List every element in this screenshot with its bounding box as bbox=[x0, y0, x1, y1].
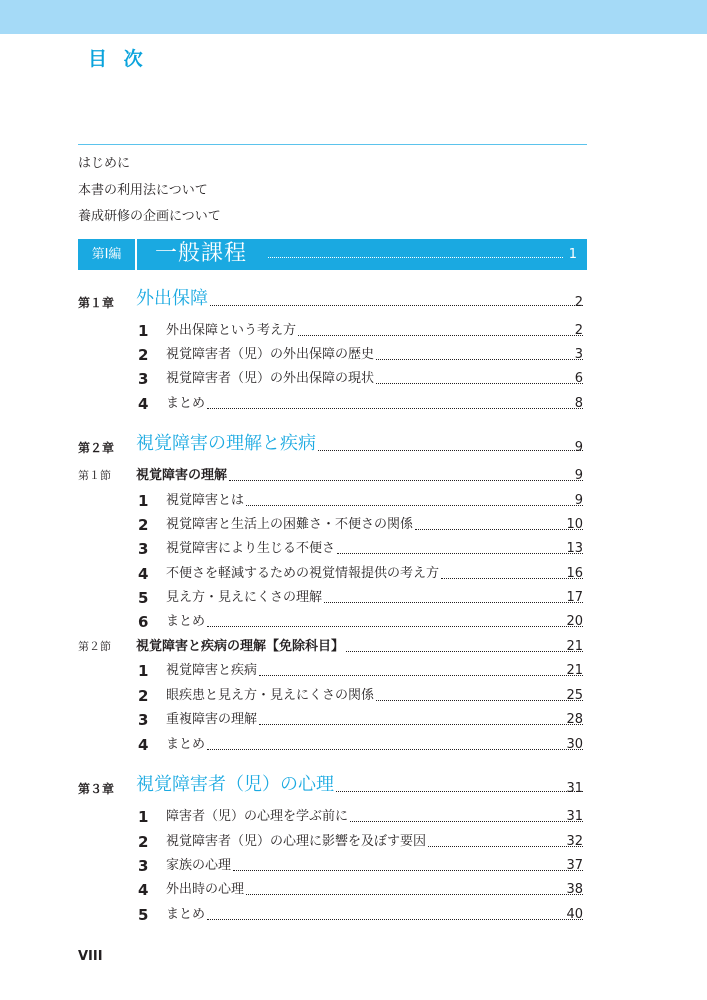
part-title: 一般課程 bbox=[155, 241, 248, 266]
leader-dots bbox=[428, 846, 583, 847]
item-number: 1 bbox=[138, 808, 149, 826]
leader-dots bbox=[207, 626, 583, 627]
item-number: 3 bbox=[138, 370, 149, 388]
leader-dots bbox=[337, 553, 583, 554]
toc-chapter-3[interactable]: 第３章 視覚障害者（児）の心理 31 bbox=[0, 777, 707, 801]
item-number: 4 bbox=[138, 395, 149, 413]
item-title: 視覚障害と疾病 bbox=[166, 663, 258, 678]
item-title: 家族の心理 bbox=[166, 858, 232, 873]
toc-item[interactable]: 4 まとめ 30 bbox=[138, 736, 583, 754]
item-number: 2 bbox=[138, 833, 149, 851]
toc-item[interactable]: 2 視覚障害者（児）の心理に影響を及ぼす要因 32 bbox=[138, 833, 583, 851]
leader-dots bbox=[336, 791, 583, 792]
toc-item[interactable]: 3 視覚障害者（児）の外出保障の現状 6 bbox=[138, 370, 583, 388]
toc-section-1[interactable]: 第１節 視覚障害の理解 9 bbox=[0, 466, 707, 486]
part-page: 1 bbox=[568, 247, 577, 262]
item-number: 4 bbox=[138, 736, 149, 754]
chapter-title: 視覚障害の理解と疾病 bbox=[136, 433, 316, 454]
toc-title: 目 次 bbox=[88, 48, 148, 70]
top-color-band bbox=[0, 0, 707, 34]
front-matter-planning[interactable]: 養成研修の企画について bbox=[78, 209, 221, 224]
toc-item[interactable]: 1 外出保障という考え方 2 bbox=[138, 322, 583, 340]
leader-dots bbox=[441, 578, 583, 579]
chapter-label: 第２章 bbox=[78, 441, 115, 455]
item-number: 1 bbox=[138, 492, 149, 510]
toc-item[interactable]: 6 まとめ 20 bbox=[138, 613, 583, 631]
toc-item[interactable]: 3 視覚障害により生じる不便さ 13 bbox=[138, 540, 583, 558]
toc-chapter-1[interactable]: 第１章 外出保障 2 bbox=[0, 291, 707, 315]
toc-item[interactable]: 3 重複障害の理解 28 bbox=[138, 711, 583, 729]
toc-item[interactable]: 5 見え方・見えにくさの理解 17 bbox=[138, 589, 583, 607]
chapter-label: 第３章 bbox=[78, 782, 115, 796]
part-leader-dots bbox=[268, 257, 563, 258]
header-rule bbox=[78, 144, 587, 145]
front-matter-intro[interactable]: はじめに bbox=[78, 156, 131, 171]
toc-item[interactable]: 4 外出時の心理 38 bbox=[138, 881, 583, 899]
leader-dots bbox=[376, 383, 583, 384]
item-title: 見え方・見えにくさの理解 bbox=[166, 590, 323, 605]
page-number: VIII bbox=[78, 949, 103, 964]
toc-item[interactable]: 4 不便さを軽減するための視覚情報提供の考え方 16 bbox=[138, 565, 583, 583]
leader-dots bbox=[207, 919, 583, 920]
item-number: 1 bbox=[138, 322, 149, 340]
item-title: 眼疾患と見え方・見えにくさの関係 bbox=[166, 688, 375, 703]
item-title: まとめ bbox=[166, 907, 206, 922]
part-banner[interactable] bbox=[78, 239, 587, 270]
leader-dots bbox=[298, 335, 583, 336]
item-number: 3 bbox=[138, 711, 149, 729]
section-title: 視覚障害と疾病の理解【免除科目】 bbox=[136, 639, 345, 654]
item-title: まとめ bbox=[166, 614, 206, 629]
chapter-title: 外出保障 bbox=[136, 288, 208, 309]
toc-item[interactable]: 4 まとめ 8 bbox=[138, 395, 583, 413]
leader-dots bbox=[207, 749, 583, 750]
leader-dots bbox=[259, 724, 583, 725]
item-number: 4 bbox=[138, 565, 149, 583]
leader-dots bbox=[259, 675, 583, 676]
item-title: 不便さを軽減するための視覚情報提供の考え方 bbox=[166, 566, 440, 581]
item-title: 外出時の心理 bbox=[166, 882, 245, 897]
toc-item[interactable]: 2 視覚障害と生活上の困難さ・不便さの関係 10 bbox=[138, 516, 583, 534]
leader-dots bbox=[246, 894, 583, 895]
item-number: 5 bbox=[138, 906, 149, 924]
item-title: 視覚障害者（児）の外出保障の現状 bbox=[166, 371, 375, 386]
item-title: 視覚障害者（児）の外出保障の歴史 bbox=[166, 347, 375, 362]
leader-dots bbox=[376, 700, 583, 701]
toc-item[interactable]: 3 家族の心理 37 bbox=[138, 857, 583, 875]
item-title: 重複障害の理解 bbox=[166, 712, 258, 727]
toc-item[interactable]: 1 障害者（児）の心理を学ぶ前に 31 bbox=[138, 808, 583, 826]
leader-dots bbox=[346, 651, 583, 652]
toc-item[interactable]: 2 視覚障害者（児）の外出保障の歴史 3 bbox=[138, 346, 583, 364]
section-label: 第２節 bbox=[78, 640, 111, 653]
leader-dots bbox=[376, 359, 583, 360]
leader-dots bbox=[324, 602, 583, 603]
item-number: 3 bbox=[138, 857, 149, 875]
item-number: 2 bbox=[138, 346, 149, 364]
item-number: 6 bbox=[138, 613, 149, 631]
leader-dots bbox=[229, 480, 583, 481]
part-label: 第Ⅰ編 bbox=[78, 239, 137, 270]
toc-chapter-2[interactable]: 第２章 視覚障害の理解と疾病 9 bbox=[0, 436, 707, 460]
item-number: 1 bbox=[138, 662, 149, 680]
item-number: 5 bbox=[138, 589, 149, 607]
front-matter-usage[interactable]: 本書の利用法について bbox=[78, 183, 208, 198]
chapter-label: 第１章 bbox=[78, 296, 115, 310]
item-number: 2 bbox=[138, 687, 149, 705]
toc-item[interactable]: 1 視覚障害とは 9 bbox=[138, 492, 583, 510]
item-title: 外出保障という考え方 bbox=[166, 323, 297, 338]
leader-dots bbox=[210, 305, 583, 306]
leader-dots bbox=[415, 529, 583, 530]
item-number: 3 bbox=[138, 540, 149, 558]
toc-item[interactable]: 1 視覚障害と疾病 21 bbox=[138, 662, 583, 680]
item-title: 視覚障害とは bbox=[166, 493, 245, 508]
leader-dots bbox=[207, 408, 583, 409]
chapter-title: 視覚障害者（児）の心理 bbox=[136, 774, 334, 795]
item-title: まとめ bbox=[166, 396, 206, 411]
item-number: 4 bbox=[138, 881, 149, 899]
section-label: 第１節 bbox=[78, 469, 111, 482]
leader-dots bbox=[233, 870, 583, 871]
item-title: 視覚障害により生じる不便さ bbox=[166, 541, 336, 556]
item-title: 視覚障害者（児）の心理に影響を及ぼす要因 bbox=[166, 834, 427, 849]
toc-item[interactable]: 5 まとめ 40 bbox=[138, 906, 583, 924]
item-number: 2 bbox=[138, 516, 149, 534]
item-title: まとめ bbox=[166, 737, 206, 752]
toc-item[interactable]: 2 眼疾患と見え方・見えにくさの関係 25 bbox=[138, 687, 583, 705]
section-title: 視覚障害の理解 bbox=[136, 468, 228, 483]
leader-dots bbox=[318, 450, 583, 451]
item-title: 障害者（児）の心理を学ぶ前に bbox=[166, 809, 349, 824]
item-title: 視覚障害と生活上の困難さ・不便さの関係 bbox=[166, 517, 414, 532]
toc-section-2[interactable]: 第２節 視覚障害と疾病の理解【免除科目】 21 bbox=[0, 637, 707, 657]
leader-dots bbox=[246, 505, 583, 506]
leader-dots bbox=[350, 821, 583, 822]
